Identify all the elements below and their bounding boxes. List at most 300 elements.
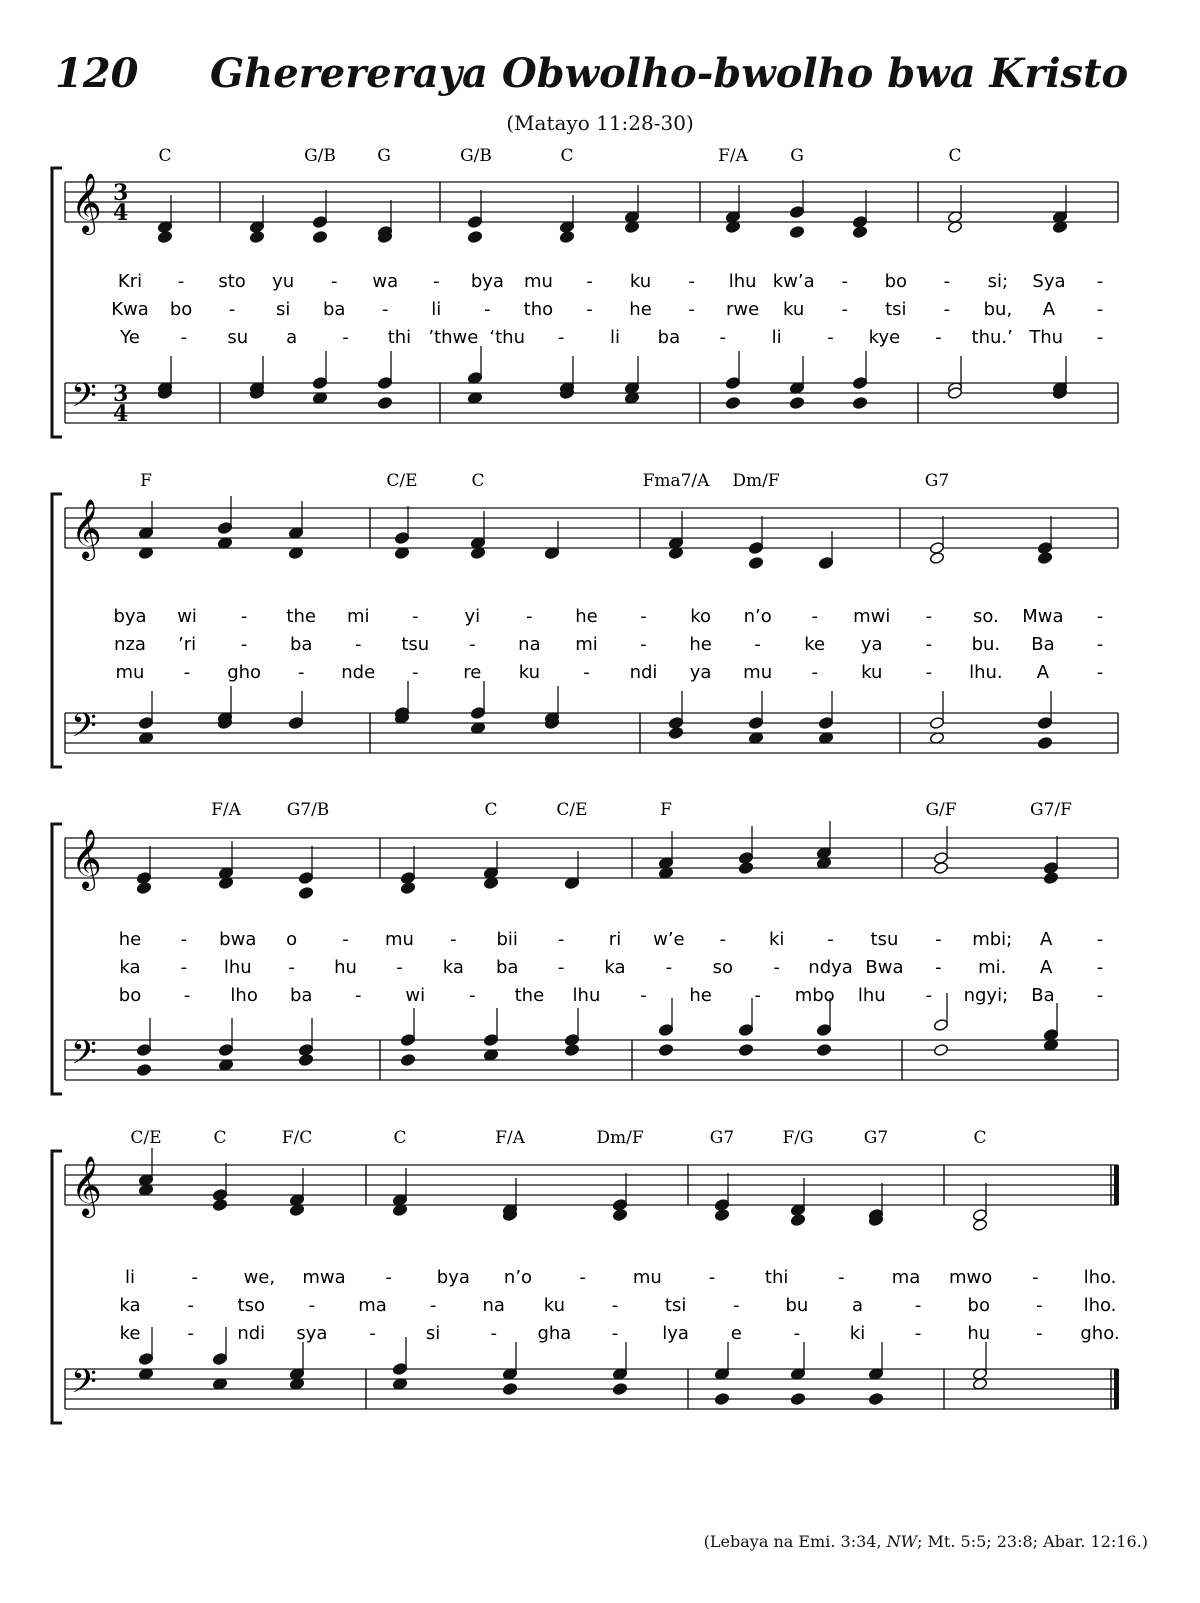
lyric-syllable: - [583, 662, 590, 683]
lyric-syllable: he [575, 606, 598, 627]
chord-symbol: G/B [460, 146, 492, 166]
lyric-syllable: mu [523, 271, 553, 292]
note-head [714, 1392, 729, 1405]
chord-symbol: C [213, 1128, 227, 1148]
lyric-syllable: - [240, 634, 248, 655]
footnote-nw: NW [886, 1532, 918, 1551]
lyric-syllable: mu [743, 662, 773, 683]
note-head [212, 1198, 227, 1211]
lyric-syllable: n’o [743, 606, 772, 627]
lyric-syllable: Kri [117, 271, 143, 292]
note-head [312, 230, 327, 243]
lyric-syllable: - [1096, 606, 1104, 627]
chord-symbol: G/F [925, 800, 957, 820]
lyric-syllable: ku [543, 1295, 566, 1316]
note-head [789, 225, 804, 238]
note-head [816, 1043, 831, 1056]
lyric-syllable: bwa [219, 929, 257, 950]
lyric-syllable: - [1096, 662, 1104, 683]
lyric-syllable: - [719, 327, 727, 348]
lyric-syllable: - [240, 606, 248, 627]
lyric-syllable: - [640, 985, 647, 1006]
lyric-syllable: lhu. [969, 662, 1003, 683]
lyric-syllable: mu [632, 1267, 662, 1288]
lyric-syllable: - [754, 985, 761, 1006]
lyric-syllable: - [688, 299, 695, 320]
lyric-syllable: o [286, 929, 298, 950]
lyric-syllable: we, [243, 1267, 276, 1288]
footnote-part: (Lebaya na Emi. 3:34, [703, 1532, 887, 1551]
lyric-syllable: - [733, 1295, 740, 1316]
lyric-syllable: sya [296, 1323, 328, 1344]
lyric-syllable: ba [657, 327, 681, 348]
treble-staff-4 [65, 1148, 1119, 1232]
lyric-syllable: li [431, 299, 442, 320]
chord-symbol: G7 [863, 1128, 889, 1148]
note-head [400, 1053, 415, 1066]
chord-symbol: G7 [924, 471, 950, 491]
lyric-syllable: - [935, 929, 942, 950]
lyric-syllable: ’ri [177, 634, 197, 655]
lyric-syllable: - [297, 662, 305, 683]
lyric-syllable: - [484, 299, 491, 320]
lyric-syllable: - [719, 929, 727, 950]
lyric-syllable: ba [289, 634, 313, 655]
time-signature-top: 3 [113, 180, 129, 206]
lyric-syllable: the [286, 606, 316, 627]
lyric-syllable: thi [764, 1267, 789, 1288]
lyric-syllable: - [412, 606, 419, 627]
final-bar-thick [1114, 1369, 1119, 1409]
lyric-syllable: tsi [664, 1295, 687, 1316]
chord-symbol: Dm/F [596, 1128, 644, 1148]
note-head [738, 861, 753, 874]
lyric-syllable: - [688, 271, 695, 292]
lyric-syllable: - [342, 929, 349, 950]
lyric-syllable: so. [972, 606, 999, 627]
chord-symbol: F [660, 800, 672, 820]
lyric-syllable: - [412, 662, 419, 683]
system-bracket [52, 1151, 62, 1423]
lyric-syllable: - [180, 929, 188, 950]
lyric-syllable: - [611, 1295, 619, 1316]
lyric-syllable: Kwa [111, 299, 149, 320]
lyric-syllable: - [382, 299, 389, 320]
lyric-syllable: ka [604, 957, 626, 978]
lyric-syllable: - [180, 327, 188, 348]
lyric-syllable: bo [967, 1295, 990, 1316]
lyric-syllable: na [518, 634, 541, 655]
lyric-syllable: ngyi; [963, 985, 1009, 1006]
hymn-number: 120 [55, 50, 139, 97]
note-head [298, 1053, 313, 1066]
bass-staff-2 [65, 681, 1118, 753]
lyric-syllable: ndi [237, 1323, 266, 1344]
lyric-syllable: hu [334, 957, 357, 978]
lyric-syllable: ka [119, 1295, 141, 1316]
note-head [852, 396, 867, 409]
lyric-syllable: mi [346, 606, 370, 627]
note-head [249, 230, 264, 243]
lyric-syllable: ku [629, 271, 652, 292]
chord-symbol: Fma7/A [642, 471, 710, 491]
lyric-syllable: - [1036, 1323, 1043, 1344]
treble-staff-1 [65, 173, 1118, 244]
lyric-syllable: rwe [726, 299, 760, 320]
lyric-syllable: Ye [120, 327, 140, 348]
lyric-syllable: - [288, 957, 295, 978]
lyric-syllable: lho [230, 985, 258, 1006]
note-head [933, 1043, 948, 1056]
lyric-syllable: thu.’ [971, 327, 1013, 348]
chord-symbol: C/E [130, 1128, 162, 1148]
lyric-syllable: li [771, 327, 782, 348]
lyric-syllable: ka [442, 957, 464, 978]
chord-symbol: G [377, 146, 391, 166]
lyric-syllable: - [469, 985, 476, 1006]
lyric-syllable: wi [405, 985, 426, 1006]
lyric-syllable: - [469, 634, 476, 655]
lyric-syllable: - [354, 634, 362, 655]
note-head [789, 396, 804, 409]
lyric-syllable: ya [689, 662, 712, 683]
treble-clef-icon: 𝄞 [71, 499, 102, 559]
lyric-syllable: - [450, 929, 457, 950]
lyric-syllable: - [1096, 985, 1104, 1006]
lyric-syllable: mbi; [972, 929, 1013, 950]
chord-symbol: F [140, 471, 152, 491]
lyric-syllable: yi [464, 606, 481, 627]
system-bracket [52, 168, 62, 437]
lyric-syllable: - [183, 662, 191, 683]
chord-symbol: Dm/F [732, 471, 780, 491]
scripture-reference: (Matayo 11:28-30) [506, 111, 694, 135]
lyric-syllable: ri [608, 929, 622, 950]
treble-clef-icon: 𝄞 [71, 173, 102, 233]
note-head [790, 1213, 805, 1226]
lyric-syllable: - [228, 299, 236, 320]
lyric-syllable: ke [119, 1323, 141, 1344]
lyric-syllable: - [1032, 1267, 1039, 1288]
bass-clef-icon: 𝄢 [71, 1034, 97, 1080]
lyric-syllable: - [1096, 929, 1104, 950]
chord-symbol: G7/B [286, 800, 330, 820]
lyric-syllable: the [514, 985, 545, 1006]
lyric-syllable: si [425, 1323, 441, 1344]
lyric-syllable: - [640, 634, 647, 655]
lyric-syllable: bo [884, 271, 908, 292]
chord-symbol: C [560, 146, 574, 166]
lyric-syllable: he [118, 929, 142, 950]
lyric-syllable: hu [967, 1323, 991, 1344]
lyric-syllable: ba [495, 957, 519, 978]
lyric-syllable: - [396, 957, 403, 978]
note-head [738, 1043, 753, 1056]
note-head [136, 1063, 151, 1076]
lyric-syllable: - [187, 1295, 194, 1316]
lyric-syllable: ku [783, 299, 805, 320]
lyric-syllable: ma [891, 1267, 921, 1288]
bass-clef-icon: 𝄢 [71, 707, 97, 753]
lyric-syllable: tho [523, 299, 554, 320]
lyric-syllable: tsu [401, 634, 430, 655]
lyric-syllable: - [811, 662, 818, 683]
treble-staff-3 [65, 821, 1118, 900]
note-head [612, 1382, 627, 1395]
lyric-syllable: thi [387, 327, 412, 348]
note-head [1037, 736, 1052, 749]
lyric-syllable: re [463, 662, 482, 683]
note-head [467, 230, 482, 243]
bass-staff-4 [65, 1327, 1119, 1409]
lyric-syllable: wi [177, 606, 197, 627]
footnote-references [704, 1532, 1148, 1551]
chord-symbol: C [484, 800, 498, 820]
lyric-syllable: - [841, 299, 848, 320]
chord-symbol: C [158, 146, 172, 166]
note-head [157, 230, 172, 243]
lyric-syllable: - [925, 985, 933, 1006]
lyric-syllable: si [275, 299, 291, 320]
lyric-syllable: mu [384, 929, 414, 950]
lyric-syllable: bya [470, 271, 504, 292]
hymn-title: Gherererаya Obwolho-bwolho bwa Kristo [210, 50, 1129, 97]
chord-symbol: F/G [782, 1128, 814, 1148]
chord-symbol: G7 [709, 1128, 735, 1148]
lyric-syllable: ’thwe [428, 327, 479, 348]
lyric-syllable: ‘thu [489, 327, 526, 348]
final-bar-thick [1114, 1165, 1119, 1205]
lyric-syllable: - [935, 957, 942, 978]
lyric-syllable: he [689, 985, 712, 1006]
note-head [790, 1392, 805, 1405]
note-head [1037, 551, 1052, 564]
lyric-syllable: he [689, 634, 712, 655]
lyric-syllable: ya [860, 634, 883, 655]
lyric-syllable: A [1042, 299, 1056, 320]
lyric-syllable: bii [496, 929, 518, 950]
lyric-syllable: lhu [857, 985, 886, 1006]
lyric-syllable: tso [237, 1295, 265, 1316]
lyric-syllable: - [925, 606, 933, 627]
lyric-syllable: ku [861, 662, 883, 683]
system-bracket [52, 494, 62, 767]
treble-clef-icon: 𝄞 [71, 829, 102, 889]
lyric-syllable: mwo [949, 1267, 993, 1288]
lyric-syllable: ba [289, 985, 313, 1006]
time-signature-top: 3 [113, 381, 129, 407]
lyric-syllable: w’e [653, 929, 685, 950]
lyric-syllable: - [943, 271, 951, 292]
lyric-syllable: Ba [1031, 985, 1055, 1006]
lyric-syllable: - [1096, 299, 1104, 320]
lyric-syllable: - [1036, 1295, 1043, 1316]
lyric-syllable: bya [113, 606, 147, 627]
lyric-syllable: - [708, 1267, 716, 1288]
lyric-syllable: - [369, 1323, 376, 1344]
chord-symbol: G7/F [1030, 800, 1072, 820]
lyric-syllable: - [827, 327, 834, 348]
lyric-syllable: mbo [794, 985, 835, 1006]
note-head [377, 396, 392, 409]
lyric-syllable: gha [537, 1323, 572, 1344]
lyric-syllable: ki [849, 1323, 866, 1344]
lyric-syllable: gho [227, 662, 262, 683]
lyric-syllable: bya [436, 1267, 470, 1288]
lyric-syllable: ba [322, 299, 346, 320]
lyric-syllable: - [330, 271, 338, 292]
note-head [933, 861, 948, 874]
lyric-syllable: mu [115, 662, 145, 683]
lyric-syllable: Ba [1031, 634, 1055, 655]
lyric-syllable: - [191, 1267, 198, 1288]
lyric-syllable: a [851, 1295, 864, 1316]
lyric-syllable: - [935, 327, 942, 348]
lyric-syllable: bo [118, 985, 142, 1006]
lyric-syllable: Mwa [1022, 606, 1064, 627]
lyric-syllable: su [227, 327, 249, 348]
lyric-syllable: - [177, 271, 185, 292]
lyric-syllable: lhu [223, 957, 252, 978]
lyric-syllable: bo [169, 299, 193, 320]
lyric-syllable: Thu [1029, 327, 1064, 348]
lyric-syllable: si; [987, 271, 1009, 292]
note-head [1043, 871, 1058, 884]
lyric-syllable: mi. [978, 957, 1007, 978]
note-head [564, 1043, 579, 1056]
system-bracket [52, 824, 62, 1094]
treble-clef-icon: 𝄞 [71, 1156, 102, 1216]
bass-staff-3 [65, 993, 1118, 1080]
lyric-syllable: ndi [629, 662, 658, 683]
chord-symbol: C [948, 146, 962, 166]
lyric-syllable: - [1096, 957, 1104, 978]
lyric-syllable: wa [372, 271, 399, 292]
time-signature-bottom: 4 [113, 200, 129, 226]
note-head [748, 556, 763, 569]
lyric-syllable: - [773, 957, 780, 978]
lyric-syllable: - [1096, 634, 1104, 655]
lyric-syllable: ki [768, 929, 785, 950]
note-head [136, 881, 151, 894]
time-signature-bottom: 4 [113, 401, 129, 427]
lyric-syllable: - [586, 299, 593, 320]
note-head [298, 886, 313, 899]
chord-symbol: C/E [386, 471, 418, 491]
note-head [972, 1218, 987, 1231]
lyric-syllable: A [1036, 662, 1050, 683]
chord-symbol: C/E [556, 800, 588, 820]
lyric-syllable: - [342, 327, 349, 348]
note-head [559, 230, 574, 243]
chord-symbol: F/A [211, 800, 241, 820]
lyric-syllable: - [557, 957, 565, 978]
lyric-syllable: - [827, 929, 834, 950]
lyric-syllable: e [730, 1323, 742, 1344]
note-head [714, 1208, 729, 1221]
lyric-syllable: ku [518, 662, 541, 683]
bass-staff-1 [65, 346, 1118, 427]
lyric-syllable: lya [662, 1323, 689, 1344]
treble-staff-2 [65, 496, 1118, 570]
lyric-syllable: - [354, 985, 362, 1006]
lyric-syllable: - [433, 271, 440, 292]
chord-symbol: G/B [304, 146, 336, 166]
lyric-syllable: - [490, 1323, 497, 1344]
lyric-syllable: - [914, 1295, 922, 1316]
lyric-syllable: - [925, 634, 933, 655]
lyric-syllable: A [1039, 957, 1053, 978]
bass-clef-icon: 𝄢 [71, 377, 97, 423]
chord-symbol: G [790, 146, 804, 166]
lyric-syllable: - [385, 1267, 392, 1288]
lyric-syllable: li [124, 1267, 136, 1288]
lyric-syllable: gho. [1080, 1323, 1120, 1344]
lyric-syllable: he [629, 299, 652, 320]
lyric-syllable: - [183, 985, 191, 1006]
note-head [668, 726, 683, 739]
lyric-syllable: - [943, 299, 951, 320]
lyric-syllable: - [811, 606, 818, 627]
lyric-syllable: - [925, 662, 933, 683]
lyric-syllable: - [187, 1323, 194, 1344]
lyric-syllable: - [308, 1295, 316, 1316]
chord-symbol: F/C [281, 1128, 313, 1148]
lyric-syllable: - [579, 1267, 586, 1288]
lyric-syllable: sto [218, 271, 246, 292]
lyric-syllable: tsi [885, 299, 907, 320]
lyric-syllable: - [838, 1267, 845, 1288]
lyric-syllable: bu, [983, 299, 1013, 320]
lyric-syllable: - [526, 606, 533, 627]
chord-symbol: F/A [718, 146, 748, 166]
lyric-syllable: - [793, 1323, 801, 1344]
lyric-syllable: - [586, 271, 593, 292]
bass-clef-icon: 𝄢 [71, 1363, 97, 1409]
lyric-syllable: - [611, 1323, 619, 1344]
lyric-syllable: lho. [1083, 1295, 1117, 1316]
lyric-syllable: mi [575, 634, 598, 655]
lyric-syllable: - [841, 271, 848, 292]
lyric-syllable: na [482, 1295, 505, 1316]
lyric-syllable: kye [868, 327, 901, 348]
lyric-syllable: mwi [853, 606, 891, 627]
lyric-syllable: kw’a [772, 271, 815, 292]
lyric-syllable: - [640, 606, 647, 627]
lyric-syllable: - [429, 1295, 437, 1316]
chord-symbol: C [973, 1128, 987, 1148]
lyric-syllable: a [286, 327, 298, 348]
lyric-syllable: nza [114, 634, 146, 655]
lyric-syllable: bu. [971, 634, 1001, 655]
lyric-syllable: ka [119, 957, 141, 978]
lyric-syllable: ko [690, 606, 711, 627]
note-head [612, 1208, 627, 1221]
lyric-syllable: lhu [572, 985, 601, 1006]
note-head [725, 396, 740, 409]
lyric-syllable: - [1096, 327, 1104, 348]
lyric-syllable: ndya [808, 957, 853, 978]
lyric-syllable: - [557, 929, 565, 950]
chord-symbol: C [471, 471, 485, 491]
lyric-syllable: yu [272, 271, 295, 292]
lyric-syllable: bu [785, 1295, 809, 1316]
lyric-syllable: tsu [870, 929, 899, 950]
lyric-syllable: li [609, 327, 621, 348]
lyric-syllable: nde [341, 662, 376, 683]
chord-symbol: F/A [495, 1128, 525, 1148]
lyric-syllable: - [914, 1323, 922, 1344]
